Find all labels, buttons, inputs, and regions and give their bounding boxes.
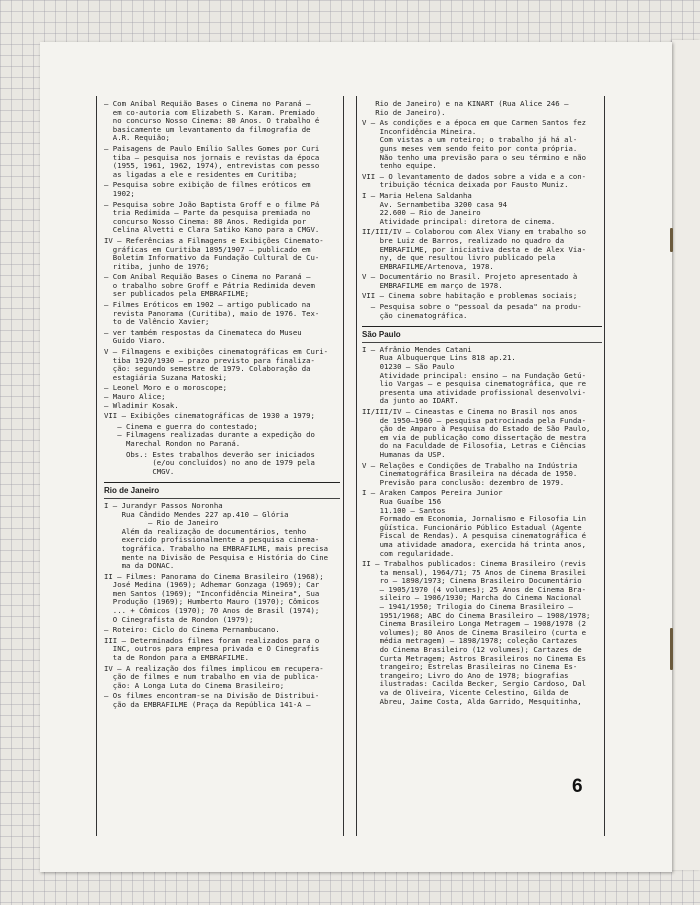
- right-column-entry-text: I – Afrânio Mendes Catani Rua Albuquerque Lins 818 ap.21. 01230 – São Paulo Atividade principal: ensino – na Fundação Getú- lio Vargas – e pesquisa cinematográfica, que re presenta uma atividade profissional desenvolvi- da junto ao IDART.: [362, 344, 587, 406]
- left-column-entry-text: – Filmes Eróticos em 1902 – artigo publicado na revista Panorama (Curitiba), maio de 1976. Tex- to de Valêncio Xavier;: [104, 300, 320, 327]
- right-column-entry-text: II/III/IV – Cineastas e Cinema no Brasil nos anos de 1950–1960 – pesquisa patrocinada pela Funda- ção de Amparo à Pesquisa do Estado de São Paulo, em via de publicação como dissertação de mestra do na Faculdade de Filosofia, Letras e Ciências Humanas da USP.: [362, 407, 591, 459]
- right-column-entry: [362, 273, 602, 290]
- column-rule-left-outer: [96, 96, 97, 836]
- right-column-entry: [362, 346, 602, 406]
- right-column-entry-text: V – As condições e a época em que Carmen Santos fez Inconfidência Mineira. Com vistas a um roteiro; o trabalho já há al- guns meses vem sendo feito por conta própria. Não tenho uma previsão para o seu término e não tenho equipe.: [362, 118, 587, 171]
- left-column-entry-text: Obs.: Estes trabalhos deverão ser iniciados (e/ou concluídos) no ano de 1979 pela CMGV.: [125, 449, 315, 476]
- right-column-entry-text: V – Documentário no Brasil. Projeto apresentado à EMBRAFILME em março de 1978.: [362, 272, 578, 290]
- section-heading: Rio de Janeiro: [104, 482, 340, 499]
- left-column-entry: [104, 201, 340, 235]
- left-column-entry: [104, 412, 340, 421]
- right-column-entry-text: I – Maria Helena Saldanha Av. Sernambetiba 3200 casa 94 22.600 – Rio de Janeiro Atividade principal: diretora de cinema.: [362, 190, 556, 226]
- left-column-entry-text: V – Filmagens e exibições cinematográficas em Curi- tiba 1920/1930 – prazo previsto para finaliza- ção: segundo semestre de 1979. Colaboração da estagiária Suzana Matoski;: [104, 347, 329, 382]
- column-rule-center-right: [356, 96, 357, 836]
- left-column-entry: [104, 423, 340, 449]
- right-column-entry: [362, 192, 602, 226]
- left-column-entry-text: III – Determinados filmes foram realizados para o INC, outros para empresa privada e O Cinegrafis ta de Rondon para a EMBRAFILME.: [104, 635, 320, 663]
- right-column-entry-text: VII – Cinema sobre habitação e problemas sociais;: [362, 291, 578, 301]
- column-rule-center-left: [343, 96, 344, 836]
- section-heading: São Paulo: [362, 326, 602, 343]
- right-column-entry: [362, 303, 602, 320]
- right-column-entry: [362, 408, 602, 460]
- left-column-entry-text: – Pesquisa sobre exibição de filmes eróticos em 1902;: [104, 180, 311, 198]
- left-column-entry: [104, 451, 340, 477]
- right-column-entry-text: VII – O levantamento de dados sobre a vida e a con- tribuição técnica deixada por Fausto Muniz.: [362, 171, 587, 190]
- left-column-entry-text: I – Jurandyr Passos Noronha Rua Cândido Mendes 227 ap.410 – Glória – Rio de Janeiro Além da realização de documentários, tenho exercido profissionalmente a pesquisa cinema- tográfica. Trabalho na EMBRAFILME, mais precisa mente na Divisão de Pesquisa e História do Cine ma da DONAC.: [104, 500, 329, 571]
- left-column-entry: [104, 626, 340, 635]
- left-column-entry: [104, 181, 340, 198]
- left-column-entry: [104, 692, 340, 709]
- left-column-entry: [104, 329, 340, 346]
- right-column-entry-text: Rio de Janeiro) e na KINART (Rua Alice 246 – Rio de Janeiro).: [375, 99, 569, 117]
- right-column-entry-text: II/III/IV – Colaborou com Alex Viany em trabalho so bre Luiz de Barros, realizado no quadro da EMBRAFILME, por iniciativa desta e de Alex Via- ny, de que resultou livro publicado pela EMBRAFILME/Artenova, 1978.: [362, 227, 587, 271]
- left-column-entry-text: – Com Aníbal Requião Bases o Cinema no Paraná – em co-autoria com Elizabeth S. Karam. Premiado no concurso Nosso Cinema: 80 Anos. O trabalho é basicamente um levantamento da filmografia de A.R. Requião;: [104, 99, 320, 143]
- left-column-entry-text: VII – Exibições cinematográficas de 1930 a 1979;: [104, 411, 315, 421]
- left-column-entry-text: IV – Referências a Filmagens e Exibições Cinemato- gráficas em Curitiba 1895/1907 – publicado em Boletim Informativo da Fundação Cultural de Cu- ritiba, junho de 1976;: [104, 235, 324, 271]
- right-column-entry: [362, 228, 602, 271]
- left-column-entry-text: – Leonel Moro e o moroscope; – Mauro Alice; – Wladimir Kosak.: [104, 383, 228, 410]
- right-column-entry-text: I – Araken Campos Pereira Junior Rua Guaíbe 156 11.100 – Santos Formado em Economia, Jornalismo e Filosofia Lin güística. Funcionário Público Estadual (Agente Fiscal de Rendas). A pesquisa cinematográfica é uma atividade amadora, exercida há trinta anos, com regularidade.: [362, 488, 587, 558]
- left-column-entry: [104, 384, 340, 410]
- left-column-entry: [104, 145, 340, 179]
- right-column-entry-text: II – Trabalhos publicados: Cinema Brasileiro (revis ta mensal), 1964/71; 75 Anos de Cinema Brasilei ro – 1898/1973; Cinema Brasileiro Documentário – 1905/1970 (4 volumes); 25 Anos de Cinema Bra- sileiro – 1906/1930; Marcha do Cinema Nacional – 1941/1950; Trilogia do Cinema Brasileiro – 1951/1968; ABC do Cinema Brasileiro – 1908/1978; Cinema Brasileiro Longa Metragem – 1908/1978 (2 volumes); 80 Anos de Cinema Brasileiro (curta e média metragem) – 1898/1978; coleção Cartazes do Cinema Brasileiro (12 volumes); Cartazes de Curta Metragem; Astros Brasileiros no Cinema Es trangeiro; Estrelas Brasileiras no Cinema Es- trangeiro; Livro do Ano de 1978; biografias ilustradas: Cacilda Becker, Sergio Cardoso, Dal va de Oliveira, Vicente Celestino, Gilda de Abreu, Jaime Costa, Alda Garrido, Mesquitinha,: [362, 559, 591, 706]
- left-column-entry: [104, 301, 340, 327]
- staple-top: [670, 228, 673, 252]
- right-column-entry: [362, 489, 602, 558]
- right-column: [362, 100, 602, 708]
- left-column: [104, 100, 340, 712]
- left-column-entry: [104, 637, 340, 663]
- right-column-entry-text: – Pesquisa sobre o "pessoal da pesada" na produ- ção cinematográfica.: [370, 302, 582, 320]
- left-column-entry: [104, 100, 340, 143]
- left-column-entry: [104, 237, 340, 271]
- left-column-entry-text: II – Filmes: Panorama do Cinema Brasileiro (1968); José Medina (1969); Adhemar Gonzaga (1969); Car men Santos (1969); "Inconfidência Mineira", Sua Produção (1969); Humberto Mauro (1970); Cômicos ... + Cômicos (1970); 70 Anos de Brasil (1974); O Cinegrafista de Rondon (1979);: [104, 571, 324, 624]
- next-page-edge: [672, 40, 700, 870]
- left-column-entry-text: – ver também respostas da Cinemateca do Museu Guido Viaro.: [104, 327, 302, 346]
- left-column-entry-text: IV – A realização dos filmes implicou em recupera- ção de filmes e num trabalho em via de publica- ção: A Longa Luta do Cinema Brasileiro;: [104, 663, 324, 690]
- left-column-entry: [104, 665, 340, 691]
- right-column-entry: [362, 100, 602, 117]
- left-column-entry: [104, 273, 340, 299]
- right-column-entry: [362, 560, 602, 706]
- right-column-entry: [362, 292, 602, 301]
- left-column-entry: [104, 573, 340, 625]
- right-column-entry: [362, 173, 602, 190]
- left-column-entry-text: – Pesquisa sobre João Baptista Groff e o filme Pá tria Redimida – Parte da pesquisa premiada no concurso Nosso Cinema: 80 Anos. Redigida por Celina Alvetti e Clara Satiko Kano para a CMGV.: [104, 199, 320, 235]
- staple-bottom: [670, 628, 673, 670]
- right-column-entry-text: V – Relações e Condições de Trabalho na Indústria Cinematográfica Brasileira na década de 1950. Previsão para conclusão: dezembro de 1979.: [362, 460, 578, 487]
- left-column-entry: [104, 502, 340, 571]
- right-column-entry: [362, 119, 602, 171]
- page-number: 6: [572, 776, 583, 797]
- column-rule-right: [604, 96, 605, 836]
- left-column-entry-text: – Paisagens de Paulo Emílio Salles Gomes por Curi tiba – pesquisa nos jornais e revistas da época (1955, 1961, 1962, 1974), entrevistas com pesso as ligadas a ele e residentes em Curitiba;: [104, 143, 320, 179]
- left-column-entry-text: – Cinema e guerra do contestado; – Filmagens realizadas durante a expedição do Marechal Rondon no Paraná.: [117, 421, 315, 448]
- left-column-entry-text: – Com Aníbal Requião Bases o Cinema no Paraná – o trabalho sobre Groff e Pátria Redimida devem ser publicados pela EMBRAFILME;: [104, 272, 315, 299]
- left-column-entry-text: – Roteiro: Ciclo do Cinema Pernambucano.: [104, 625, 280, 635]
- right-column-entry: [362, 462, 602, 488]
- left-column-entry: [104, 348, 340, 382]
- left-column-entry-text: – Os filmes encontram-se na Divisão de Distribui- ção da EMBRAFILME (Praça da República 141-A –: [104, 691, 320, 709]
